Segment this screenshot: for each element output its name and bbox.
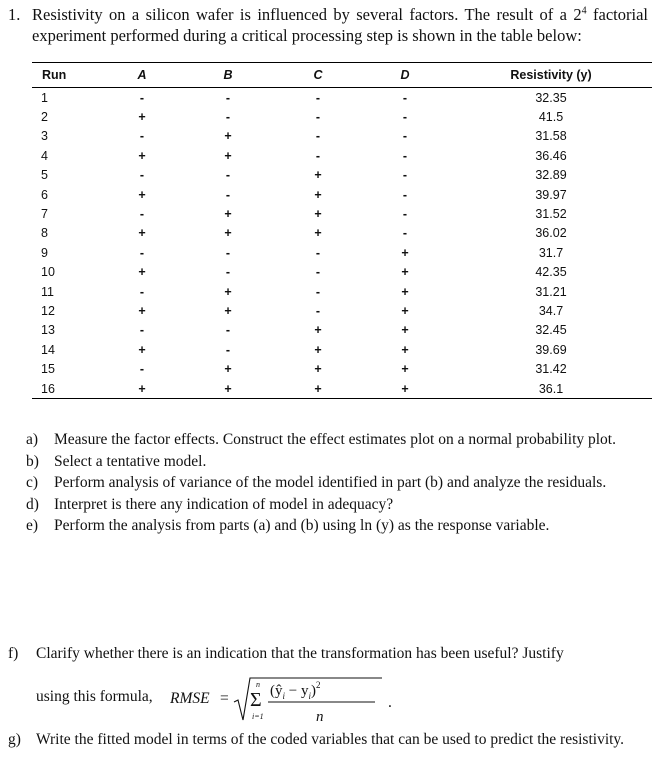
factor-level-cell: - (315, 245, 321, 260)
table-row (32, 379, 652, 399)
resistivity-cell: 31.21 (535, 284, 567, 299)
resistivity-cell: 32.89 (535, 168, 567, 183)
run-number-cell: 16 (32, 379, 104, 399)
factor-level-cell: - (402, 110, 408, 125)
table-row (32, 321, 652, 340)
table-row (32, 88, 652, 108)
factor-level-cell: + (224, 303, 232, 318)
table-row (32, 127, 652, 146)
table-row (32, 282, 652, 301)
factor-level-cell: - (315, 303, 321, 318)
factor-level-cell: - (139, 323, 145, 338)
factor-level-cell: + (138, 187, 146, 202)
factor-level-cell: - (315, 110, 321, 125)
resistivity-cell: 42.35 (535, 265, 567, 280)
factor-level-cell: - (402, 207, 408, 222)
factor-level-cell: + (224, 226, 232, 241)
factor-level-cell: - (402, 187, 408, 202)
factor-level-cell: - (402, 168, 408, 183)
rmse-formula (170, 675, 400, 729)
header-factor-c: C (276, 63, 360, 88)
table-row (32, 107, 652, 126)
factor-level-cell: + (314, 323, 322, 338)
factor-level-cell: + (276, 379, 360, 399)
table-header-row (32, 63, 652, 88)
factor-level-cell: + (314, 207, 322, 222)
header-factor-b: B (180, 63, 276, 88)
run-number-cell: 13 (41, 323, 55, 338)
factor-level-cell: - (225, 265, 231, 280)
part-c: c) Perform analysis of variance of the model identified in part (b) and analyze the residuals. (26, 474, 607, 491)
factor-level-cell: + (314, 342, 322, 357)
run-number-cell: 5 (41, 168, 48, 183)
factor-level-cell: - (315, 90, 321, 105)
factor-level-cell: - (225, 90, 231, 105)
factor-level-cell: + (401, 303, 409, 318)
formula-numerator: $(ŷ_i - y_i)^2$ (270, 680, 321, 701)
table-row (32, 359, 652, 378)
run-number-cell: 3 (41, 129, 48, 144)
factor-level-cell: - (225, 342, 231, 357)
resistivity-cell: 39.97 (535, 187, 567, 202)
table-body (32, 88, 652, 399)
part-b: b) Select a tentative model. (26, 452, 207, 470)
factor-level-cell: + (314, 168, 322, 183)
factor-level-cell: + (224, 284, 232, 299)
question-text: Resistivity on a silicon wafer is influenced by several factors. The result of a $2^4$ factorial experiment performed during a critical processing step is shown in the table below: (32, 5, 648, 45)
factor-level-cell: - (402, 226, 408, 241)
header-factor-d: D (360, 63, 450, 88)
header-run: Run (32, 63, 104, 88)
factor-level-cell: - (225, 168, 231, 183)
sum-upper-limit: n (256, 680, 260, 689)
factor-level-cell: - (402, 148, 408, 163)
run-number-cell: 12 (41, 303, 55, 318)
formula-rmse: RMSE (170, 690, 210, 707)
resistivity-cell: 31.7 (538, 245, 564, 260)
run-number-cell: 7 (41, 207, 48, 222)
factor-level-cell: - (402, 90, 408, 105)
factor-level-cell: + (180, 379, 276, 399)
factor-level-cell: - (315, 284, 321, 299)
run-number-cell: 1 (41, 90, 48, 105)
factor-level-cell: + (314, 187, 322, 202)
question-number: 1. (8, 5, 21, 24)
factor-level-cell: + (138, 148, 146, 163)
factor-level-cell: - (139, 207, 145, 222)
factor-level-cell: + (138, 265, 146, 280)
part-d: d) Interpret is there any indication of model in adequacy? (26, 495, 394, 513)
factor-level-cell: + (314, 226, 322, 241)
table-row (32, 224, 652, 243)
factor-level-cell: + (104, 379, 180, 399)
factor-level-cell: + (138, 303, 146, 318)
factorial-exponent: 4 (581, 5, 587, 17)
table-row (32, 185, 652, 204)
resistivity-cell: 34.7 (538, 303, 564, 318)
resistivity-cell: 31.58 (535, 129, 567, 144)
part-e: e) Perform the analysis from parts (a) and (b) using ln (y) as the response variable. (26, 517, 550, 534)
factorial-design-table (32, 62, 652, 399)
formula-equals: = (220, 690, 229, 707)
factor-level-cell: - (225, 323, 231, 338)
factor-level-cell: + (224, 362, 232, 377)
resistivity-cell: 32.35 (535, 90, 567, 105)
factor-level-cell: + (224, 207, 232, 222)
factor-level-cell: + (138, 342, 146, 357)
table-row (32, 340, 652, 359)
run-number-cell: 10 (41, 265, 55, 280)
table-row (32, 301, 652, 320)
formula-lead-text: using this formula, (36, 688, 153, 705)
factor-level-cell: + (138, 110, 146, 125)
sigma-symbol: Σ (250, 689, 262, 711)
factor-level-cell: - (315, 148, 321, 163)
factor-level-cell: + (401, 362, 409, 377)
table-row (32, 166, 652, 185)
rmse-formula-line (36, 675, 456, 729)
factor-level-cell: - (402, 129, 408, 144)
part-g: g) Write the fitted model in terms of the coded variables that can be used to predict the resistivity. (8, 731, 625, 748)
sum-lower-limit: i=1 (252, 712, 264, 721)
factor-level-cell: - (225, 110, 231, 125)
factor-level-cell: + (401, 284, 409, 299)
factor-level-cell: + (401, 245, 409, 260)
factor-level-cell: + (138, 226, 146, 241)
part-f: f) Clarify whether there is an indication that the transformation has been useful? Justify (8, 645, 564, 662)
factor-level-cell: + (314, 362, 322, 377)
factor-level-cell: + (401, 265, 409, 280)
run-number-cell: 8 (41, 226, 48, 241)
header-resistivity: Resistivity (y) (450, 63, 652, 88)
factor-level-cell: + (360, 379, 450, 399)
table-row (32, 146, 652, 165)
table-row (32, 243, 652, 262)
factor-level-cell: + (224, 129, 232, 144)
factor-level-cell: - (225, 187, 231, 202)
factor-level-cell: - (139, 362, 145, 377)
resistivity-cell: 31.42 (535, 362, 567, 377)
run-number-cell: 11 (41, 284, 54, 299)
factor-level-cell: - (139, 129, 145, 144)
resistivity-cell: 36.02 (535, 226, 567, 241)
resistivity-cell: 32.45 (535, 323, 567, 338)
factor-level-cell: - (315, 129, 321, 144)
run-number-cell: 6 (41, 187, 48, 202)
factor-level-cell: - (225, 245, 231, 260)
factor-level-cell: - (139, 90, 145, 105)
header-factor-a: A (104, 63, 180, 88)
factor-level-cell: + (401, 342, 409, 357)
run-number-cell: 4 (41, 148, 48, 163)
factor-level-cell: - (139, 284, 145, 299)
run-number-cell: 2 (41, 110, 48, 125)
factor-level-cell: - (315, 265, 321, 280)
resistivity-cell: 41.5 (538, 110, 564, 125)
resistivity-cell: 39.69 (535, 342, 567, 357)
resistivity-cell: 36.46 (535, 148, 567, 163)
table-row (32, 204, 652, 223)
question-intro (8, 4, 648, 46)
factor-level-cell: + (401, 323, 409, 338)
table-row (32, 263, 652, 282)
factor-level-cell: - (139, 168, 145, 183)
run-number-cell: 9 (41, 245, 48, 260)
run-number-cell: 15 (41, 362, 55, 377)
formula-period: . (388, 694, 392, 711)
resistivity-cell: 31.52 (535, 207, 567, 222)
factor-level-cell: + (224, 148, 232, 163)
factor-level-cell: - (139, 245, 145, 260)
run-number-cell: 14 (41, 342, 55, 357)
question-parts (26, 430, 646, 538)
formula-denominator: n (316, 709, 324, 725)
resistivity-cell: 36.1 (450, 379, 652, 399)
part-a: a) Measure the factor effects. Construct the effect estimates plot on a normal probability plot. (26, 431, 616, 448)
